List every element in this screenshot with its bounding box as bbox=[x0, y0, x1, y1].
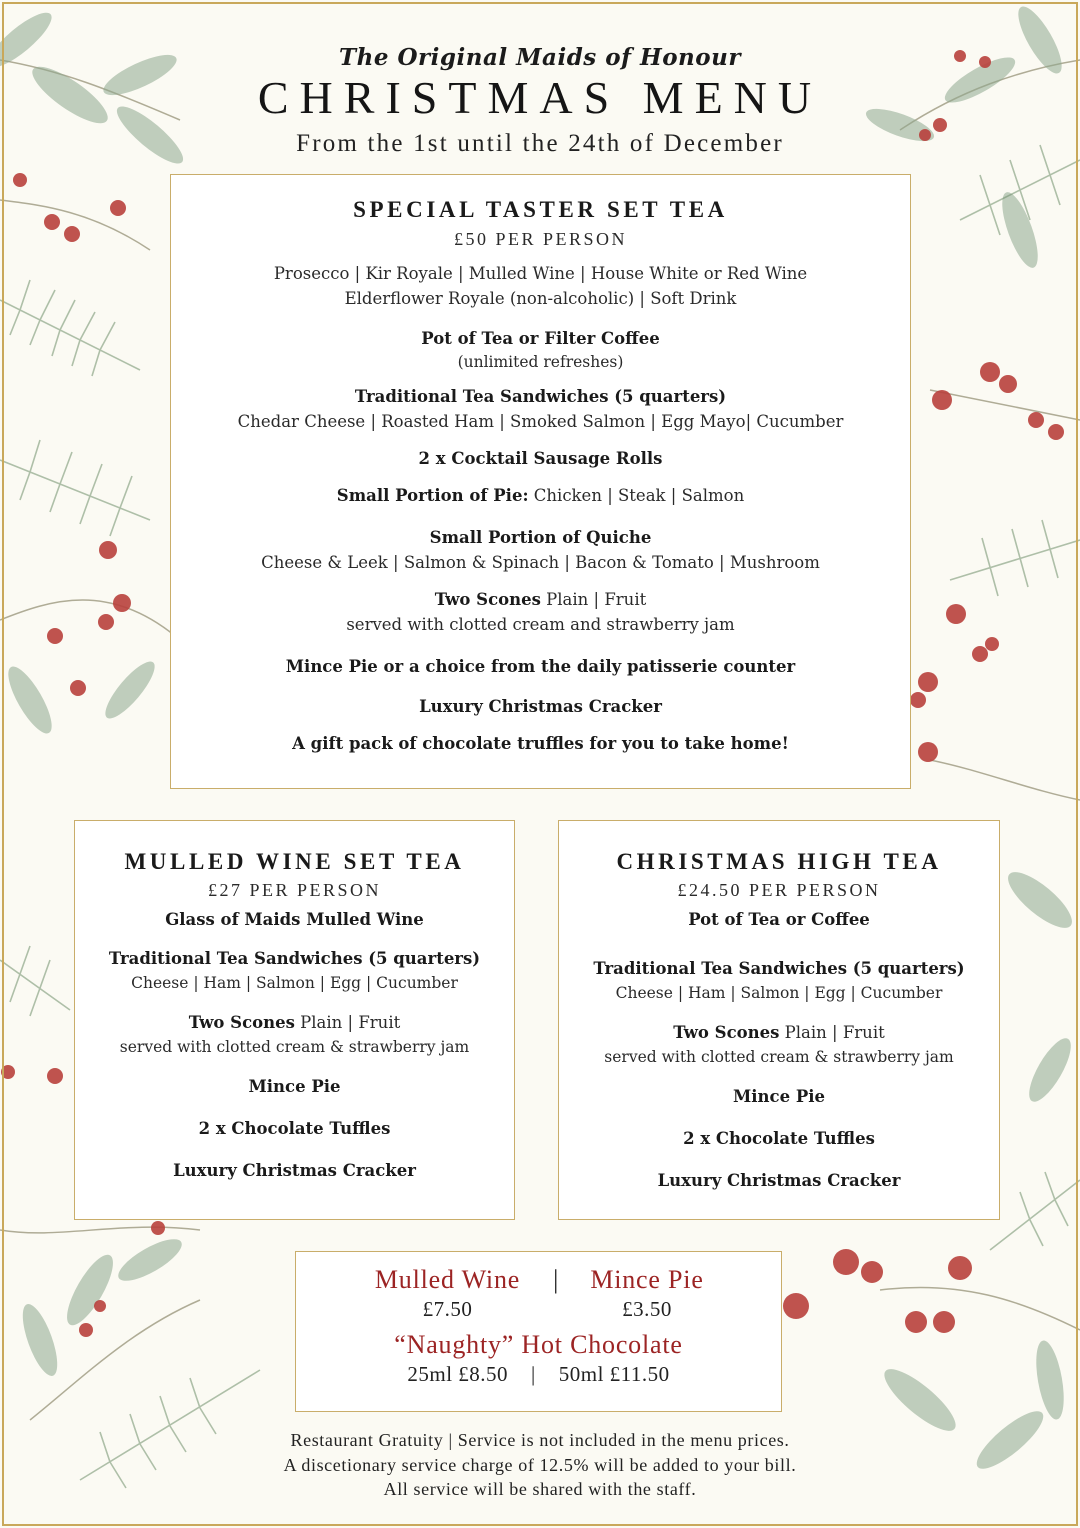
mulled-price: £27 PER PERSON bbox=[207, 880, 382, 900]
menu-header bbox=[0, 44, 1080, 158]
extras-mince-pie-label: Mince Pie bbox=[590, 1265, 704, 1294]
special-taster-set-tea-box bbox=[170, 174, 911, 789]
mulled-scones-list: Plain | Fruit bbox=[294, 1013, 401, 1032]
hightea-title: CHRISTMAS HIGH TEA bbox=[616, 849, 942, 874]
mulled-drink: Glass of Maids Mulled Wine bbox=[165, 910, 424, 929]
hightea-cracker: Luxury Christmas Cracker bbox=[657, 1171, 901, 1190]
hightea-drink: Pot of Tea or Coffee bbox=[688, 910, 870, 929]
extras-mulled-wine bbox=[360, 1265, 535, 1322]
brand-name: The Original Maids of Honour bbox=[339, 44, 741, 71]
mulled-scones bbox=[75, 1010, 514, 1035]
menu-title: CHRISTMAS MENU bbox=[257, 72, 823, 123]
taster-scones-note: served with clotted cream and strawberry jam bbox=[346, 615, 735, 634]
mulled-scones-label: Two Scones bbox=[188, 1013, 295, 1032]
taster-scones-label: Two Scones bbox=[434, 590, 541, 609]
extras-mince-pie-price: £3.50 bbox=[622, 1297, 672, 1321]
extras-hot-chocolate-prices: 25ml £8.50 | 50ml £11.50 bbox=[407, 1362, 670, 1386]
mulled-scones-note: served with clotted cream & strawberry jam bbox=[119, 1038, 470, 1056]
extras-mulled-wine-label: Mulled Wine bbox=[374, 1265, 521, 1294]
gratuity-note bbox=[0, 1428, 1080, 1502]
taster-price: £50 PER PERSON bbox=[453, 229, 628, 249]
footer-line3: All service will be shared with the staff. bbox=[383, 1479, 697, 1499]
hightea-mince-pie: Mince Pie bbox=[733, 1087, 825, 1106]
taster-quiche-list: Cheese & Leek | Salmon & Spinach | Bacon & Tomato | Mushroom bbox=[261, 553, 820, 572]
taster-drinks-line2: Elderflower Royale (non-alcoholic) | Soft Drink bbox=[344, 289, 737, 308]
taster-drinks-line1: Prosecco | Kir Royale | Mulled Wine | House White or Red Wine bbox=[273, 264, 808, 283]
extras-hot-chocolate: “Naughty” Hot Chocolate bbox=[394, 1330, 683, 1359]
extras-mince-pie bbox=[577, 1265, 717, 1322]
taster-sausage-rolls: 2 x Cocktail Sausage Rolls bbox=[418, 449, 663, 468]
taster-quiche: Small Portion of Quiche bbox=[429, 528, 652, 547]
hightea-scones-label: Two Scones bbox=[673, 1023, 780, 1042]
mulled-wine-set-tea-box bbox=[74, 820, 515, 1220]
taster-scones-list: Plain | Fruit bbox=[540, 590, 647, 609]
hightea-scones-list: Plain | Fruit bbox=[779, 1023, 885, 1042]
christmas-high-tea-box bbox=[558, 820, 1000, 1220]
hightea-truffles: 2 x Chocolate Tuffles bbox=[683, 1129, 875, 1148]
hightea-scones-note: served with clotted cream & strawberry jam bbox=[604, 1048, 954, 1066]
taster-sandwiches: Traditional Tea Sandwiches (5 quarters) bbox=[354, 387, 727, 406]
extras-mulled-wine-price: £7.50 bbox=[422, 1297, 473, 1321]
taster-tea: Pot of Tea or Filter Coffee bbox=[421, 329, 660, 348]
menu-dates: From the 1st until the 24th of December bbox=[296, 130, 784, 157]
extras-separator: | bbox=[553, 1265, 559, 1294]
taster-scones bbox=[171, 587, 910, 612]
taster-pie-label: Small Portion of Pie: bbox=[336, 486, 529, 505]
taster-tea-note: (unlimited refreshes) bbox=[457, 353, 624, 371]
extras-row bbox=[296, 1265, 781, 1322]
taster-pie bbox=[171, 483, 910, 508]
taster-title: SPECIAL TASTER SET TEA bbox=[353, 197, 728, 222]
mulled-sandwiches-list: Cheese | Ham | Salmon | Egg | Cucumber bbox=[131, 974, 458, 992]
hightea-sandwiches: Traditional Tea Sandwiches (5 quarters) bbox=[593, 959, 965, 978]
taster-gift: A gift pack of chocolate truffles for you to take home! bbox=[292, 734, 789, 753]
taster-mince-pie: Mince Pie or a choice from the daily patisserie counter bbox=[285, 657, 796, 676]
mulled-truffles: 2 x Chocolate Tuffles bbox=[198, 1119, 391, 1138]
footer-line1: Restaurant Gratuity | Service is not included in the menu prices. bbox=[290, 1430, 790, 1450]
mulled-cracker: Luxury Christmas Cracker bbox=[173, 1161, 416, 1180]
mulled-sandwiches: Traditional Tea Sandwiches (5 quarters) bbox=[108, 949, 481, 968]
footer-line2: A discetionary service charge of 12.5% will be added to your bill. bbox=[283, 1454, 797, 1475]
hightea-price: £24.50 PER PERSON bbox=[677, 880, 881, 900]
hightea-sandwiches-list: Cheese | Ham | Salmon | Egg | Cucumber bbox=[615, 984, 943, 1002]
hightea-scones bbox=[559, 1020, 999, 1045]
mulled-title: MULLED WINE SET TEA bbox=[124, 849, 465, 874]
taster-sandwiches-list: Chedar Cheese | Roasted Ham | Smoked Salmon | Egg Mayo| Cucumber bbox=[237, 412, 844, 431]
mulled-mince-pie: Mince Pie bbox=[248, 1077, 341, 1096]
extras-price-box bbox=[295, 1251, 782, 1412]
taster-cracker: Luxury Christmas Cracker bbox=[419, 697, 662, 716]
taster-pie-list: Chicken | Steak | Salmon bbox=[528, 486, 745, 505]
